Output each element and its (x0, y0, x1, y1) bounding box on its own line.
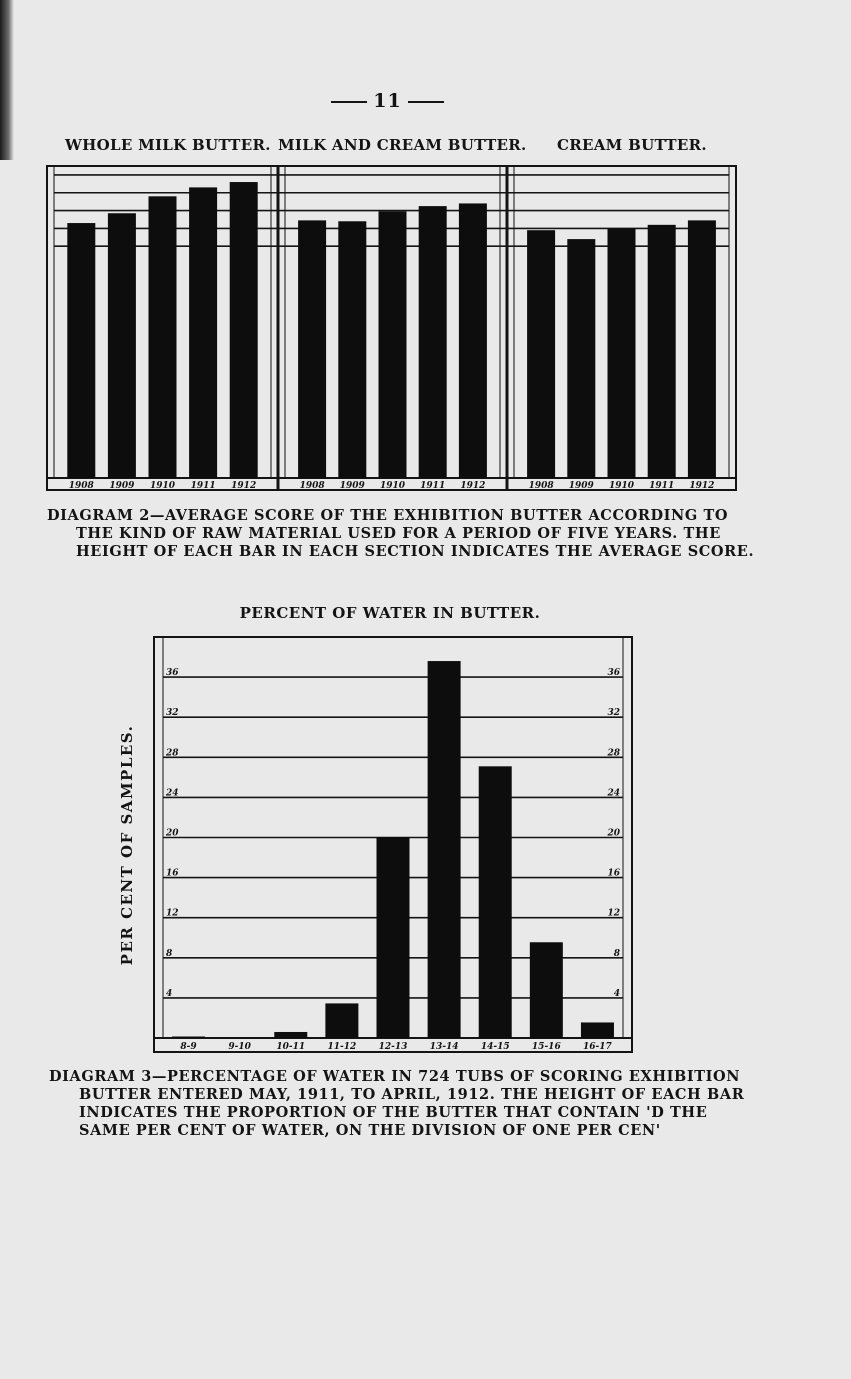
diagram-3-y-tick-left: 8 (166, 948, 173, 959)
diagram-3-bar (172, 1036, 205, 1038)
diagram-3-y-tick-left: 36 (166, 668, 179, 679)
diagram-3-x-tick-label: 11-12 (327, 1042, 357, 1052)
diagram-3-caption-line: SAME PER CENT OF WATER, ON THE DIVISION OF ONE PER CEN' (79, 1122, 661, 1139)
diagram-2-year-label: 1911 (190, 481, 216, 491)
diagram-3-x-tick-label: 12-13 (378, 1042, 408, 1052)
diagram-3-y-tick-right: 28 (607, 748, 620, 759)
diagram-2-caption-line: DIAGRAM 2—AVERAGE SCORE OF THE EXHIBITION BUTTER ACCORDING TO (47, 507, 729, 524)
page-number: 11 (0, 90, 775, 112)
diagram-3-y-axis-label: PER CENT OF SAMPLES. (118, 724, 136, 966)
diagram-3-y-tick-right: 36 (607, 668, 620, 679)
section-label-milk-and-cream: MILK AND CREAM BUTTER. (278, 136, 527, 154)
diagram-3-x-tick-label: 10-11 (276, 1042, 306, 1052)
diagram-3-y-tick-right: 8 (613, 948, 620, 959)
diagram-2-year-label: 1910 (608, 481, 635, 491)
diagram-2-year-label: 1909 (109, 481, 135, 491)
diagram-2-year-label: 1911 (649, 481, 675, 491)
diagram-3-y-tick-right: 20 (607, 828, 620, 839)
diagram-2-year-label: 1908 (528, 481, 554, 491)
diagram-2-year-label: 1909 (568, 481, 594, 491)
diagram-3-caption-line: INDICATES THE PROPORTION OF THE BUTTER THAT CONTAIN 'D THE (79, 1104, 708, 1121)
diagram-3-y-tick-left: 20 (166, 828, 179, 839)
diagram-3-bar (274, 1032, 307, 1038)
diagram-2-year-label: 1908 (299, 481, 325, 491)
diagram-3-x-tick-label: 9-10 (228, 1042, 251, 1052)
diagram-3-x-tick-label: 16-17 (583, 1042, 612, 1052)
diagram-3-caption (49, 1068, 744, 1140)
diagram-3-x-tick-label: 15-16 (531, 1042, 561, 1052)
diagram-3-bar (428, 661, 461, 1038)
diagram-2-year-label: 1911 (420, 481, 446, 491)
diagram-3-title: PERCENT OF WATER IN BUTTER. (239, 604, 541, 622)
diagram-2-year-label: 1912 (689, 481, 715, 491)
diagram-2-year-label: 1908 (68, 481, 94, 491)
diagram-3-y-tick-left: 28 (166, 748, 179, 759)
diagram-2-year-label: 1912 (231, 481, 257, 491)
diagram-3-y-tick-right: 12 (607, 908, 620, 919)
section-label-whole-milk: WHOLE MILK BUTTER. (65, 136, 271, 154)
diagram-3-bar (325, 1003, 358, 1038)
diagram-3-y-tick-right: 4 (613, 988, 620, 999)
diagram-2-caption-line: THE KIND OF RAW MATERIAL USED FOR A PERIOD OF FIVE YEARS. THE (76, 525, 721, 542)
diagram-3-x-tick-label: 13-14 (429, 1042, 459, 1052)
diagram-3-caption-line: BUTTER ENTERED MAY, 1911, TO APRIL, 1912. THE HEIGHT OF EACH BAR (79, 1086, 745, 1103)
diagram-3-y-tick-left: 16 (166, 868, 179, 879)
diagram-3-caption-line: DIAGRAM 3—PERCENTAGE OF WATER IN 724 TUBS OF SCORING EXHIBITION (49, 1068, 741, 1085)
diagram-3-y-tick-left: 12 (166, 908, 179, 919)
diagram-3-y-tick-right: 16 (607, 868, 620, 879)
diagram-3-y-tick-right: 24 (607, 788, 620, 799)
diagram-3-y-tick-right: 32 (607, 708, 620, 719)
diagram-3-bar (530, 942, 563, 1038)
diagram-2-year-label: 1909 (339, 481, 365, 491)
diagram-3-bar (377, 837, 410, 1038)
diagram-2-year-label: 1910 (379, 481, 406, 491)
diagram-3-bar (581, 1022, 614, 1038)
diagram-2-year-label: 1910 (149, 481, 176, 491)
diagram-3-y-tick-left: 32 (166, 708, 179, 719)
section-label-cream: CREAM BUTTER. (557, 136, 707, 154)
diagram-3-bar (479, 766, 512, 1038)
diagram-2-year-label: 1912 (460, 481, 486, 491)
diagram-3-y-tick-left: 4 (166, 988, 173, 999)
diagram-2-caption-line: HEIGHT OF EACH BAR IN EACH SECTION INDICATES THE AVERAGE SCORE. (76, 543, 755, 560)
diagram-3-x-tick-label: 14-15 (480, 1042, 510, 1052)
diagram-3-y-tick-left: 24 (166, 788, 179, 799)
diagram-3-x-tick-label: 8-9 (180, 1042, 197, 1052)
